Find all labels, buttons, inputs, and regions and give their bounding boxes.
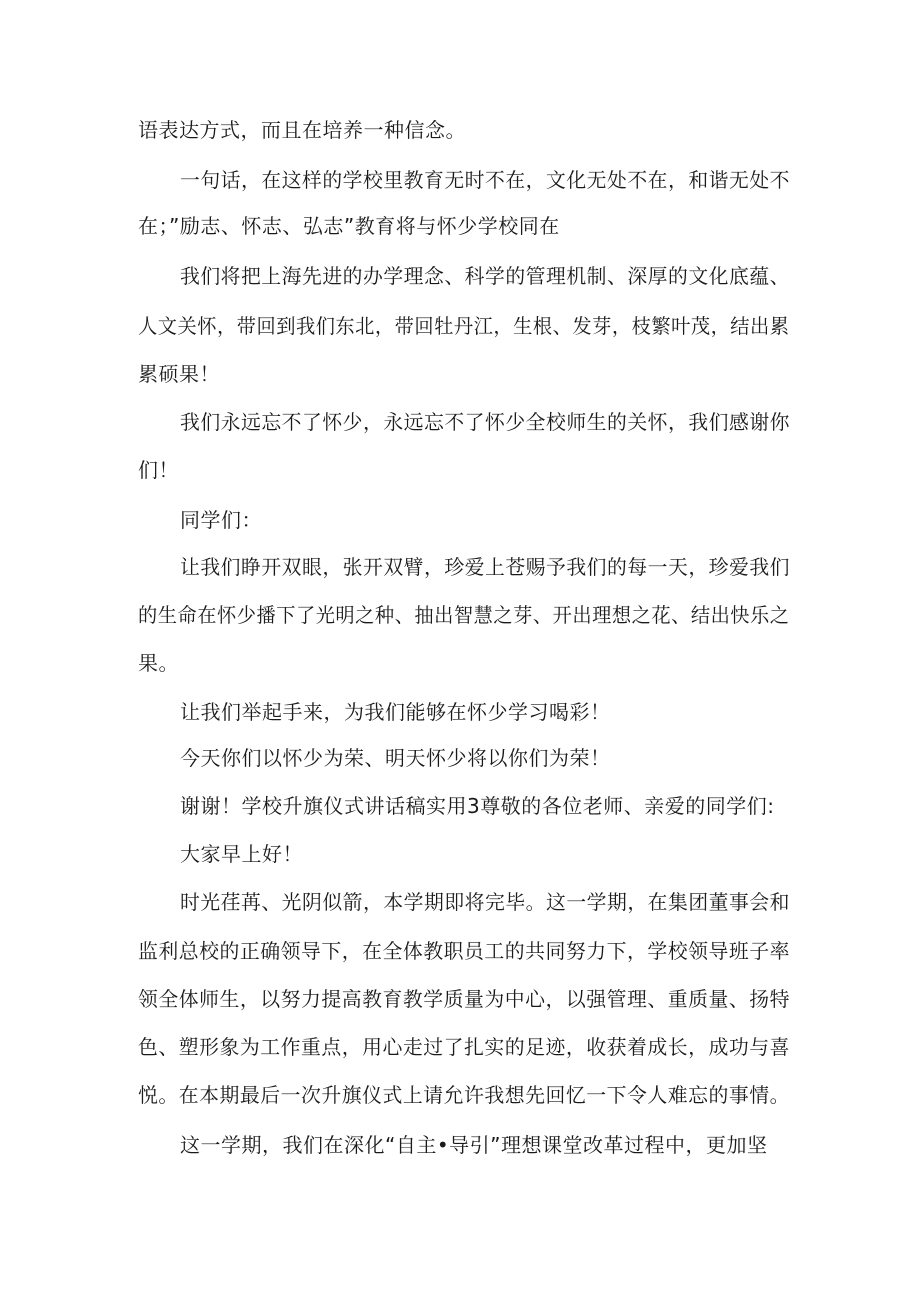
text-line: 让我们举起手来，为我们能够在怀少学习喝彩！ [180,700,611,724]
text-line: 在；”励志、怀志、弘志”教育将与怀少学校同在 [138,214,560,238]
text-line: 让我们睁开双眼，张开双臂，珍爱上苍赐予我们的每一天，珍爱我们 [180,555,791,579]
text-line: 的生命在怀少播下了光明之种、抽出智慧之芽、开出理想之花、结出快乐之 [138,603,790,627]
text-line: 谢谢！学校升旗仪式讲话稿实用3尊敬的各位老师、亲爱的同学们: [180,794,775,818]
text-line: 果。 [138,651,179,675]
text-line: 同学们： [180,508,262,532]
text-line: 语表达方式，而且在培养一种信念。 [138,118,466,142]
text-line: 悦。在本期最后一次升旗仪式上请允许我想先回忆一下令人难忘的事情。 [138,1083,790,1107]
text-line: 大家早上好！ [180,842,303,866]
text-line: 一句话，在这样的学校里教育无时不在，文化无处不在，和谐无处不 [180,168,791,192]
text-line: 们！ [138,458,179,482]
text-line: 人文关怀，带回到我们东北，带回牡丹江，生根、发芽，枝繁叶茂，结出累 [138,314,790,338]
text-line: 监利总校的正确领导下，在全体教职员工的共同努力下，学校领导班子率 [138,939,790,963]
text-line: 我们永远忘不了怀少，永远忘不了怀少全校师生的关怀，我们感谢你 [180,410,791,434]
text-line: 领全体师生，以努力提高教育教学质量为中心，以强管理、重质量、扬特 [138,987,790,1011]
text-line: 时光荏苒、光阴似箭，本学期即将完毕。这一学期，在集团董事会和 [180,890,791,914]
text-line: 这一学期，我们在深化“自主•导引”理想课堂改革过程中，更加坚 [180,1133,768,1157]
text-line: 我们将把上海先进的办学理念、科学的管理机制、深厚的文化底蕴、 [180,264,791,288]
text-line: 累硕果！ [138,362,220,386]
text-line: 今天你们以怀少为荣、明天怀少将以你们为荣！ [180,746,611,770]
text-line: 色、塑形象为工作重点，用心走过了扎实的足迹，收获着成长，成功与喜 [138,1035,790,1059]
